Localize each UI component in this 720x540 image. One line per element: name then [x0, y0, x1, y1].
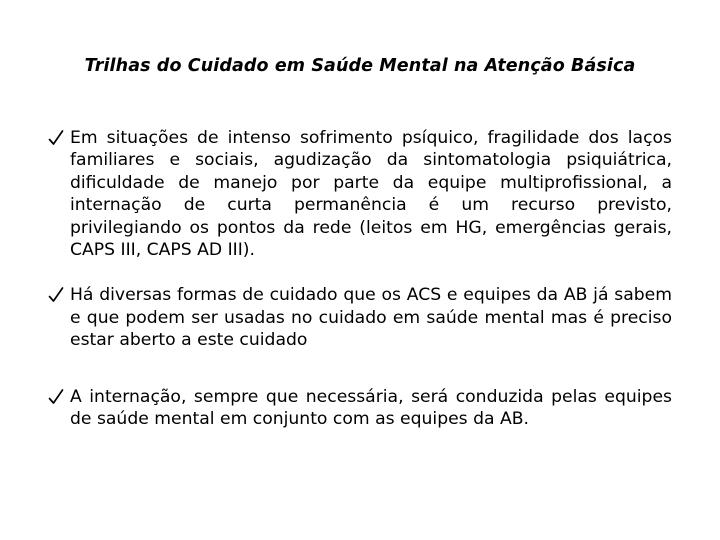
bullet-text: Há diversas formas de cuidado que os ACS e equipes da AB já sabem e que podem ser usadas no cuidado em saúde mental mas é preciso estar aberto a este cuidado [70, 285, 672, 351]
bullet-item [48, 386, 672, 431]
bullet-text: Em situações de intenso sofrimento psíquico, fragilidade dos laços familiares e sociais, agudização da sintomatologia psiquiátrica, dificuldade de manejo por parte da equipe multiprofissional, a internação de curta permanência é um recurso previsto, privilegiando os pontos da rede (leitos em HG, emergências gerais, CAPS III, CAPS AD III). [70, 128, 672, 261]
checkmark-icon [48, 128, 64, 148]
bullet-item [48, 284, 672, 351]
bullet-list [48, 127, 672, 430]
bullet-item [48, 127, 672, 261]
checkmark-icon [48, 285, 64, 305]
slide-title: Trilhas do Cuidado em Saúde Mental na Atenção Básica [84, 56, 636, 76]
bullet-text: A internação, sempre que necessária, será conduzida pelas equipes de saúde mental em conjunto com as equipes da AB. [70, 386, 672, 430]
checkmark-icon [48, 387, 64, 407]
